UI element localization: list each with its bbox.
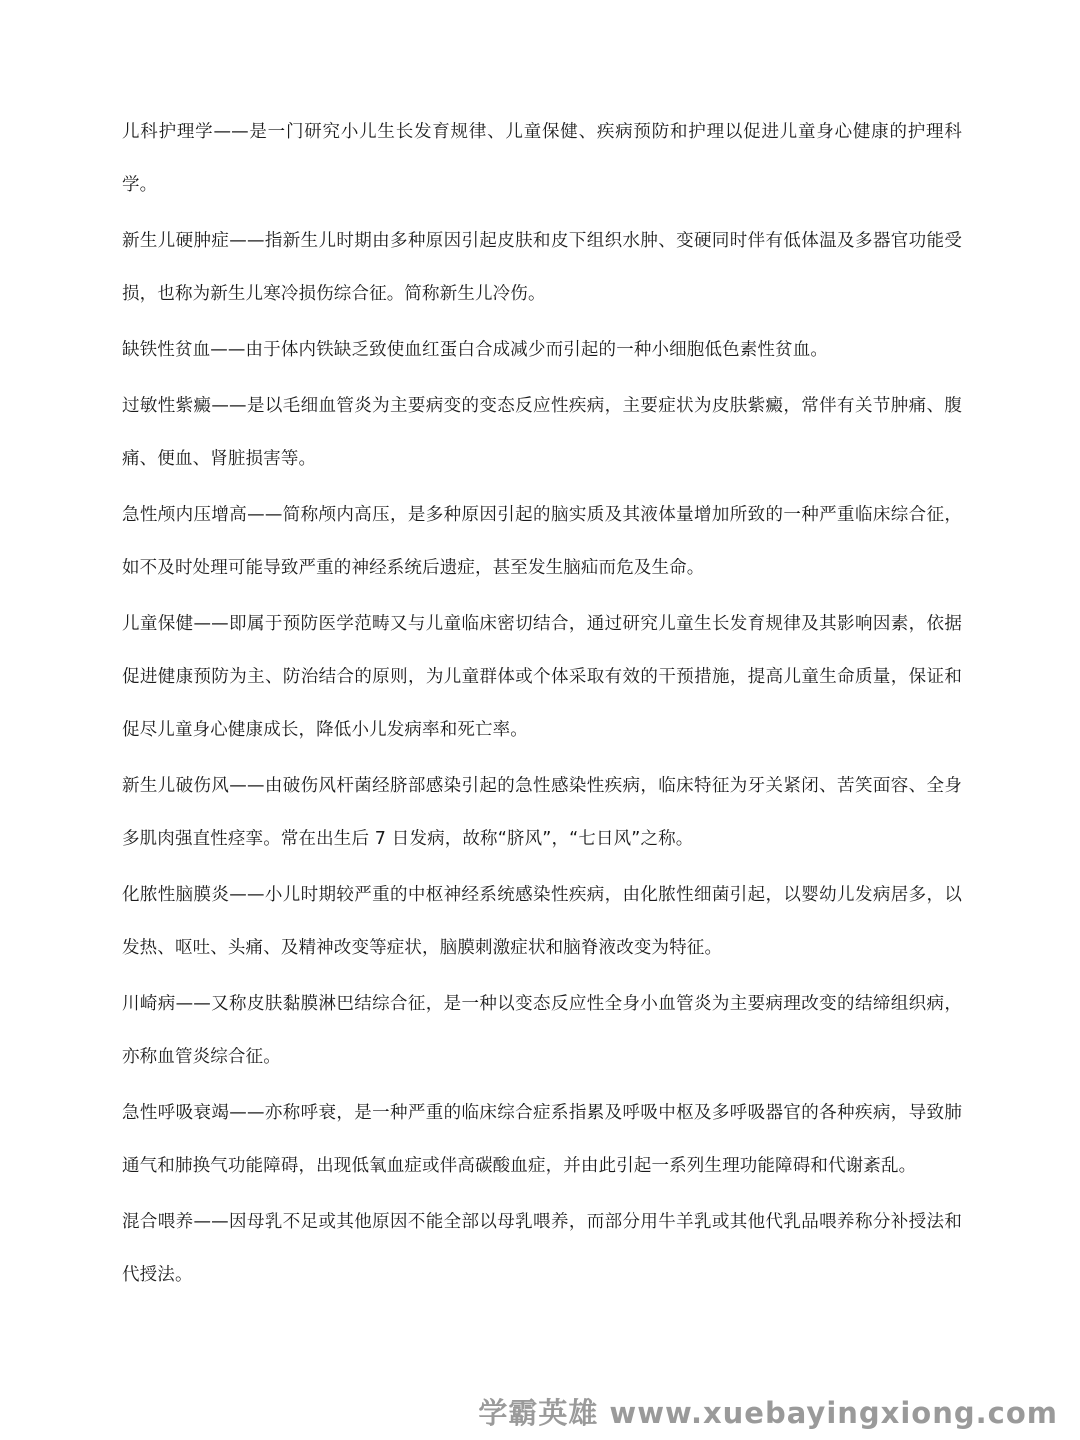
definition-neonatal-tetanus: 新生儿破伤风——由破伤风杆菌经脐部感染引起的急性感染性疾病，临床特征为牙关紧闭、苦笑面容、全身多肌肉强直性痉挛。常在出生后 7 日发病，故称“脐风”，“七日风”之称。 bbox=[122, 776, 962, 849]
definition-allergic-purpura: 过敏性紫癜——是以毛细血管炎为主要病变的变态反应性疾病，主要症状为皮肤紫癜，常伴有关节肿痛、腹痛、便血、肾脏损害等。 bbox=[122, 396, 962, 469]
definition-iron-deficiency-anemia: 缺铁性贫血——由于体内铁缺乏致使血红蛋白合成减少而引起的一种小细胞低色素性贫血。 bbox=[122, 340, 828, 360]
definition-purulent-meningitis: 化脓性脑膜炎——小儿时期较严重的中枢神经系统感染性疾病，由化脓性细菌引起，以婴幼儿发病居多，以发热、呕吐、头痛、及精神改变等症状，脑膜刺激症状和脑脊液改变为特征。 bbox=[122, 885, 962, 958]
definition-intracranial-hypertension: 急性颅内压增高——简称颅内高压，是多种原因引起的脑实质及其液体量增加所致的一种严重临床综合征，如不及时处理可能导致严重的神经系统后遗症，甚至发生脑疝而危及生命。 bbox=[122, 505, 962, 578]
site-watermark: 学霸英雄 www.xuebayingxiong.com bbox=[478, 1396, 1058, 1430]
definitions-list bbox=[122, 106, 962, 1305]
definition-pediatric-nursing: 儿科护理学——是一门研究小儿生长发育规律、儿童保健、疾病预防和护理以促进儿童身心健康的护理科学。 bbox=[122, 122, 962, 195]
definition-mixed-feeding: 混合喂养——因母乳不足或其他原因不能全部以母乳喂养，而部分用牛羊乳或其他代乳品喂养称分补授法和代授法。 bbox=[122, 1212, 962, 1285]
definition-kawasaki-disease: 川崎病——又称皮肤黏膜淋巴结综合征，是一种以变态反应性全身小血管炎为主要病理改变的结缔组织病，亦称血管炎综合征。 bbox=[122, 994, 962, 1067]
definition-child-healthcare: 儿童保健——即属于预防医学范畴又与儿童临床密切结合，通过研究儿童生长发育规律及其影响因素，依据促进健康预防为主、防治结合的原则，为儿童群体或个体采取有效的干预措施，提高儿童生命质量，保证和促尽儿童身心健康成长，降低小儿发病率和死亡率。 bbox=[122, 614, 962, 740]
definition-acute-respiratory-failure: 急性呼吸衰竭——亦称呼衰，是一种严重的临床综合症系指累及呼吸中枢及多呼吸器官的各种疾病，导致肺通气和肺换气功能障碍，出现低氧血症或伴高碳酸血症，并由此引起一系列生理功能障碍和代谢紊乱。 bbox=[122, 1103, 962, 1176]
definition-neonatal-scleredema: 新生儿硬肿症——指新生儿时期由多种原因引起皮肤和皮下组织水肿、变硬同时伴有低体温及多器官功能受损，也称为新生儿寒冷损伤综合征。简称新生儿冷伤。 bbox=[122, 231, 962, 304]
